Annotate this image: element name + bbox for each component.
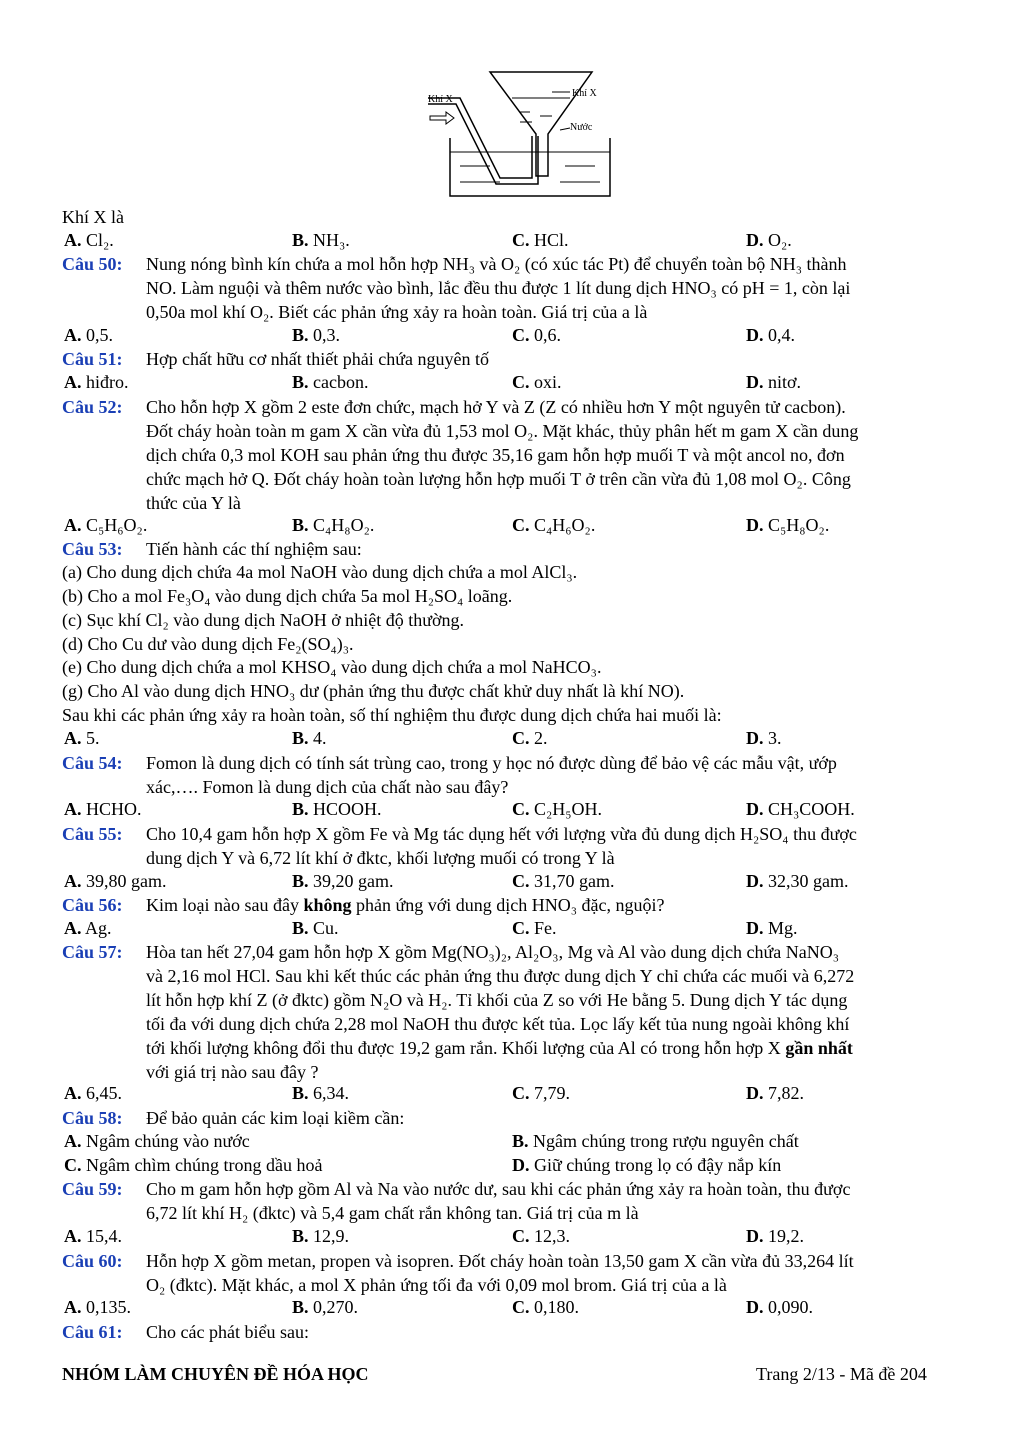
q50-number: Câu 50: [62,254,123,274]
q60-text: Hỗn hợp X gồm metan, propen và isopren. Đốt cháy hoàn toàn 13,50 gam X cần vừa đủ 33,264 lít O₂ (đktc). Mặt khác, a mol X phản ứng tối đa với 0,09 mol brom. Giá trị của a là [146,1251,854,1295]
q51-options: A. hiđro. B. cacbon. C. oxi. D. nitơ. [64,372,802,392]
q57-options: A. 6,45. B. 6,34. C. 7,79. D. 7,82. [64,1083,804,1103]
water-label: Nước [570,122,593,133]
q60-number: Câu 60: [62,1251,123,1271]
q59-text: Cho m gam hỗn hợp gồm Al và Na vào nước dư, sau khi các phản ứng xảy ra hoàn toàn, thu được 6,72 lít khí H₂ (đktc) và 5,4 gam chất rắn không tan. Giá trị của m là [146,1179,851,1223]
q58-options-row2: C. Ngâm chìm chúng trong dầu hoả D. Giữ chúng trong lọ có đậy nắp kín [64,1155,782,1175]
q60-options: A. 0,135. B. 0,270. C. 0,180. D. 0,090. [64,1297,813,1317]
q53-question: Sau khi các phản ứng xảy ra hoàn toàn, số thí nghiệm thu được dung dịch chứa hai muối là: [62,705,722,725]
q53-item-e: (e) Cho dung dịch chứa a mol KHSO₄ vào dung dịch chứa a mol NaHCO₃. [62,657,602,677]
q59-number: Câu 59: [62,1179,123,1199]
q51-text: Hợp chất hữu cơ nhất thiết phải chứa nguyên tố [146,349,489,369]
q51-number: Câu 51: [62,349,123,369]
q58-options-row1: A. Ngâm chúng vào nước B. Ngâm chúng trong rượu nguyên chất [64,1131,799,1151]
gas-in-label: Khí X [428,94,453,105]
q57-text: Hòa tan hết 27,04 gam hỗn hợp X gồm Mg(NO₃)₂, Al₂O₃, Mg và Al vào dung dịch chứa NaNO₃ và 2,16 mol HCl. Sau khi kết thúc các phản ứng thu được dung dịch Y chỉ chứa các muối và 6,272 lít hỗn hợp khí Z (ở đktc) gồm N₂O và H₂. Tỉ khối của Z so với He bằng 5. Dung dịch Y tác dụng tối đa với dung dịch chứa 2,28 mol NaOH thu được kết tủa. Lọc lấy kết tủa nung ngoài không khí tới khối lượng không đổi thu được 19,2 gam rắn. Khối lượng của Al có trong hỗn hợp X gần nhất với giá trị nào sau đây ? [146,942,855,1082]
q57-number: Câu 57: [62,942,123,962]
q53-number: Câu 53: [62,539,123,559]
q56-options: A. Ag. B. Cu. C. Fe. D. Mg. [64,918,798,938]
q58-text: Để bảo quản các kim loại kiềm cần: [146,1108,405,1128]
q55-number: Câu 55: [62,824,123,844]
q54-options: A. HCHO. B. HCOOH. C. C₂H₅OH. D. CH₃COOH. [64,799,855,819]
q56-number: Câu 56: [62,895,123,915]
q49-stem: Khí X là [62,207,124,227]
q61-text: Cho các phát biểu sau: [146,1322,309,1342]
q53-item-d: (d) Cho Cu dư vào dung dịch Fe₂(SO₄)₃. [62,634,354,654]
q53-item-g: (g) Cho Al vào dung dịch HNO₃ dư (phản ứng thu được chất khử duy nhất là khí NO). [62,681,685,701]
q53-options: A. 5. B. 4. C. 2. D. 3. [64,728,782,748]
q53-item-a: (a) Cho dung dịch chứa 4a mol NaOH vào dung dịch chứa a mol AlCl₃. [62,562,578,582]
footer-page-info: Trang 2/13 - Mã đề 204 [756,1364,927,1384]
q54-text: Fomon là dung dịch có tính sát trùng cao, trong y học nó được dùng để bảo vệ các mẫu vật, ướp xác,…. Fomon là dung dịch của chất nào sau đây? [146,753,837,797]
q53-stem: Tiến hành các thí nghiệm sau: [146,539,362,559]
footer-group-name: NHÓM LÀM CHUYÊN ĐỀ HÓA HỌC [62,1364,369,1384]
q56-text: Kim loại nào sau đây không phản ứng với dung dịch HNO₃ đặc, nguội? [146,895,665,915]
gas-out-label: Khí X [572,88,597,99]
q52-options: A. C₅H₆O₂. B. C₄H₈O₂. C. C₄H₆O₂. D. C₅H₈O₂. [64,515,830,535]
q59-options: A. 15,4. B. 12,9. C. 12,3. D. 19,2. [64,1226,804,1246]
q54-number: Câu 54: [62,753,123,773]
q61-number: Câu 61: [62,1322,123,1342]
gas-collection-diagram [420,68,620,200]
q49-options: A. Cl₂. B. NH₃. C. HCl. D. O₂. [64,230,792,250]
q55-options: A. 39,80 gam. B. 39,20 gam. C. 31,70 gam. D. 32,30 gam. [64,871,849,891]
q52-number: Câu 52: [62,397,123,417]
q53-item-b: (b) Cho a mol Fe₃O₄ vào dung dịch chứa 5a mol H₂SO₄ loãng. [62,586,513,606]
q53-item-c: (c) Sục khí Cl₂ vào dung dịch NaOH ở nhiệt độ thường. [62,610,465,630]
q50-options: A. 0,5. B. 0,3. C. 0,6. D. 0,4. [64,325,795,345]
q55-text: Cho 10,4 gam hỗn hợp X gồm Fe và Mg tác dụng hết với lượng vừa đủ dung dịch H₂SO₄ thu được dung dịch Y và 6,72 lít khí ở đktc, khối lượng muối có trong Y là [146,824,857,868]
q52-text: Cho hỗn hợp X gồm 2 este đơn chức, mạch hở Y và Z (Z có nhiều hơn Y một nguyên tử cacbon). Đốt cháy hoàn toàn m gam X cần vừa đủ 1,53 mol O₂. Mặt khác, thủy phân hết m gam X cần dung dịch chứa 0,3 mol KOH sau phản ứng thu được 35,16 gam hỗn hợp muối T và một ancol no, đơn chức mạch hở Q. Đốt cháy hoàn toàn lượng hỗn hợp muối T ở trên cần vừa đủ 1,08 mol O₂. Công thức của Y là [146,397,859,513]
q58-number: Câu 58: [62,1108,123,1128]
q50-text: Nung nóng bình kín chứa a mol hỗn hợp NH₃ và O₂ (có xúc tác Pt) để chuyển toàn bộ NH₃ thành NO. Làm nguội và thêm nước vào bình, lắc đều thu được 1 lít dung dịch HNO₃ có pH = 1, còn lại 0,50a mol khí O₂. Biết các phản ứng xảy ra hoàn toàn. Giá trị của a là [146,254,851,322]
